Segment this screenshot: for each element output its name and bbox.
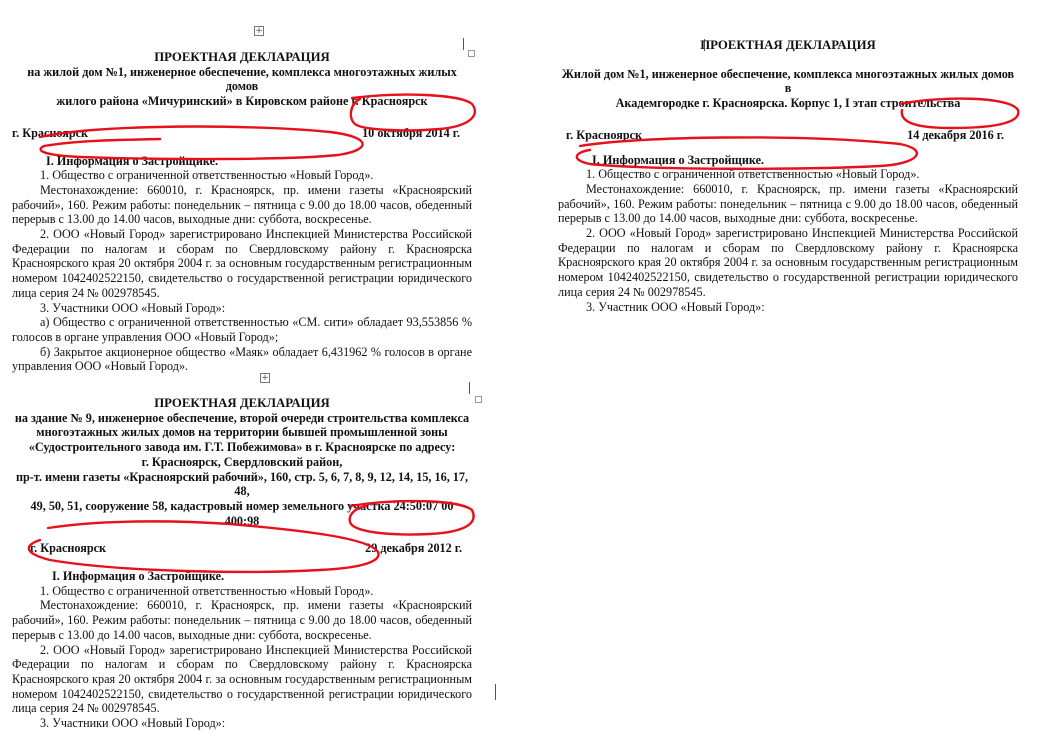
declaration-2012 <box>12 396 472 731</box>
city-label: г. Красноярск <box>566 127 643 142</box>
section-heading: I. Информация о Застройщике. <box>592 152 765 167</box>
doc-subtitle: Жилой дом №1, инженерное обеспечение, комплекса многоэтажных жилых домов в <box>561 66 1015 96</box>
doc-subtitle: жилого района «Мичуринский» в Кировском районе г. Красноярск <box>56 94 428 109</box>
doc-subtitle: 49, 50, 51, сооружение 58, кадастровый номер земельного участка 24:50:07 00 400:98 <box>30 498 454 528</box>
city-date-row <box>12 126 472 141</box>
city-label: г. Красноярск <box>12 125 89 140</box>
paragraph: 3. Участник ООО «Новый Город»: <box>586 299 765 314</box>
paragraph: Местонахождение: 660010, г. Красноярск, пр. имени газеты «Красноярский рабочий», 160. Режим работы: понедельник – пятница с 9.00 до 18.00 часов, обеденный перерыв с 13.00 до 14.00 часов, выходные дни: суббота, воскресенье. <box>12 182 472 227</box>
table-move-handle[interactable]: + <box>255 26 263 36</box>
city-date-row <box>12 541 472 556</box>
declaration-2016 <box>558 38 1018 314</box>
doc-date: 29 декабря 2012 г. <box>365 541 462 556</box>
doc-date: 10 октября 2014 г. <box>362 125 460 140</box>
doc-title: ПРОЕКТНАЯ ДЕКЛАРАЦИЯ <box>154 50 330 64</box>
doc-subtitle: на здание № 9, инженерное обеспечение, второй очереди строительства комплекса <box>14 410 470 425</box>
doc-title: ПРОЕКТНАЯ ДЕКЛАРАЦИЯ <box>700 38 876 52</box>
text-cursor <box>463 38 464 50</box>
paragraph: 2. ООО «Новый Город» зарегистрировано Инспекцией Министерства Российской Федерации по налогам и сборам по Свердловскому району г. Красноярска Красноярского края 20 октября 2004 г. за основным государственным регистрационным номером 1042402522150, свидетельство о государственной регистрации юридического лица серия 24 № 002978545. <box>558 226 1018 299</box>
table-move-handle[interactable]: + <box>261 373 269 383</box>
paragraph: 2. ООО «Новый Город» зарегистрировано Инспекцией Министерства Российской Федерации по налогам и сборам по Свердловскому району г. Красноярска Красноярского края 20 октября 2004 г. за основным государственным регистрационным номером 1042402522150, свидетельство о государственной регистрации юридического лица серия 24 № 002978545. <box>12 642 472 716</box>
city-date-row <box>558 128 1018 143</box>
paragraph: б) Закрытое акционерное общество «Маяк» обладает 6,431962 % голосов в органе управления ООО «Новый Город». <box>12 344 472 374</box>
table-resize-corner[interactable] <box>475 396 482 403</box>
doc-title: ПРОЕКТНАЯ ДЕКЛАРАЦИЯ <box>154 396 330 410</box>
section-heading: I. Информация о Застройщике. <box>52 569 225 584</box>
paragraph: 1. Общество с ограниченной ответственностью «Новый Город». <box>40 168 374 183</box>
text-cursor <box>469 382 470 394</box>
paragraph: Местонахождение: 660010, г. Красноярск, пр. имени газеты «Красноярский рабочий», 160. Режим работы: понедельник – пятница с 9.00 до 18.00 часов, обеденный перерыв с 13.00 до 14.00 часов, выходные дни: суббота, воскресенье. <box>12 598 472 642</box>
doc-subtitle: многоэтажных жилых домов на территории бывшей промышленной зоны <box>36 425 448 440</box>
paragraph: 2. ООО «Новый Город» зарегистрировано Инспекцией Министерства Российской Федерации по налогам и сборам по Свердловскому району г. Красноярска Красноярского края 20 октября 2004 г. за основным государственным регистрационным номером 1042402522150, свидетельство о государственной регистрации юридического лица серия 24 № 002978545. <box>12 227 472 300</box>
doc-subtitle: Академгородке г. Красноярска. Корпус 1, I этап строительства <box>615 96 961 111</box>
page-edge-line <box>495 684 496 700</box>
paragraph: 3. Участники ООО «Новый Город»: <box>40 300 226 315</box>
doc-subtitle: на жилой дом №1, инженерное обеспечение, комплекса многоэтажных жилых домов <box>27 64 457 94</box>
paragraph: 1. Общество с ограниченной ответственностью «Новый Город». <box>586 167 920 182</box>
doc-subtitle: г. Красноярск, Свердловский район, <box>141 454 343 469</box>
doc-date: 14 декабря 2016 г. <box>907 127 1004 142</box>
city-label: г. Красноярск <box>30 541 107 556</box>
section-heading: I. Информация о Застройщике. <box>46 153 219 168</box>
paragraph: 3. Участники ООО «Новый Город»: <box>40 716 226 731</box>
declaration-2014 <box>12 50 472 374</box>
doc-subtitle: «Судостроительного завода им. Г.Т. Побежимова» в г. Красноярске по адресу: <box>28 440 456 455</box>
paragraph: 1. Общество с ограниченной ответственностью «Новый Город». <box>40 583 374 598</box>
doc-subtitle: пр-т. имени газеты «Красноярский рабочий», 160, стр. 5, 6, 7, 8, 9, 12, 14, 15, 16, 17, 48, <box>15 469 469 499</box>
paragraph: Местонахождение: 660010, г. Красноярск, пр. имени газеты «Красноярский рабочий», 160. Режим работы: понедельник – пятница с 9.00 до 18.00 часов, обеденный перерыв с 13.00 до 14.00 часов, выходные дни: суббота, воскресенье. <box>558 181 1018 226</box>
paragraph: а) Общество с ограниченной ответственностью «СМ. сити» обладает 93,553856 % голосов в органе управления ООО «Новый Город»; <box>12 315 472 344</box>
